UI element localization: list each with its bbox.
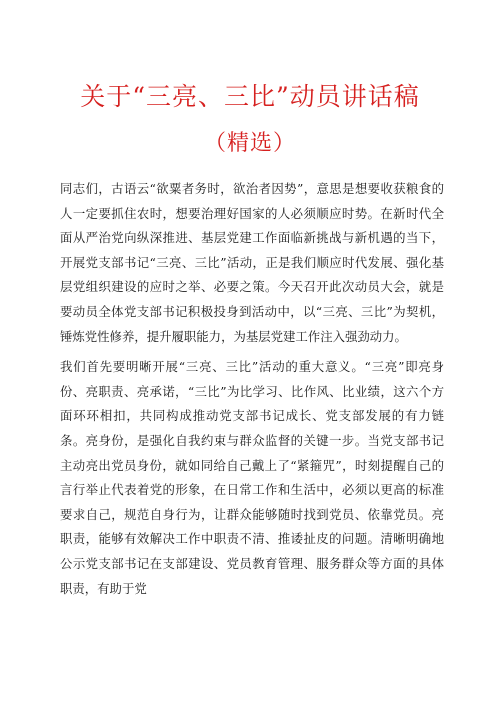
document-body — [60, 177, 444, 607]
document-title: 关于“三亮、三比”动员讲话稿 — [80, 82, 420, 111]
document-subtitle: （精选） — [203, 131, 296, 156]
paragraph: 我们首先要明晰开展“三亮、三比”活动的重大意义。“三亮”即亮身份、亮职责、亮承诺，“三比”为比学习、比作风、比业绩，这六个方面环环相扣，共同构成推动党支部书记成长、党支部发展的有力链条。亮身份，是强化自我约束与群众监督的关键一步。当党支部书记主动亮出党员身份，就如同给自己戴上了“紧箍咒”，时刻提醒自己的言行举止代表着党的形象，在日常工作和生活中，必须以更高的标准要求自己，规范自身行为，让群众能够随时找到党员、依靠党员。亮职责，能够有效解决工作中职责不清、推诿扯皮的问题。清晰明确地公示党支部书记在支部建设、党员教育管理、服务群众等方面的具体职责，有助于党 — [60, 359, 444, 596]
paragraph: 同志们，古语云“欲粟者务时，欲治者因势”，意思是想要收获粮食的人一定要抓住农时，想要治理好国家的人必须顺应时势。在新时代全面从严治党向纵深推进、基层党建工作面临新挑战与新机遇的当下，开展党支部书记“三亮、三比”活动，正是我们顺应时代发展、强化基层党组织建设的应时之举、必要之策。今天召开此次动员大会，就是要动员全体党支部书记积极投身到活动中，以“三亮、三比”为契机，锤炼党性修养，提升履职能力，为基层党建工作注入强劲动力。 — [60, 181, 444, 344]
